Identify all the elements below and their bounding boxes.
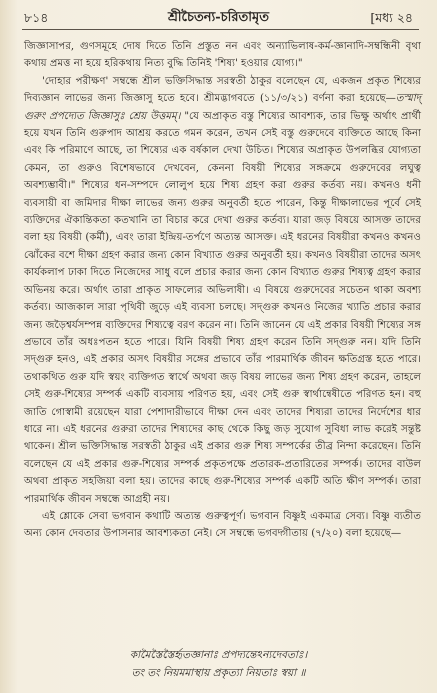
page-number: ৮১৪ [24, 10, 49, 25]
page-body [24, 38, 421, 543]
verse-block [0, 647, 437, 682]
header-rule [22, 29, 419, 30]
paragraph-2-text-a: 'দোহার পরীক্ষণ' সম্বন্ধে শ্রীল ভক্তিসিদ্ধান্ত সরস্বতী ঠাকুর বলেছেন যে, একজন প্রকৃত শিষ্যের দিব্যজ্ঞান লাভের জন্য জিজ্ঞাসু হতে হবে। শ্রীমদ্ভাগবতে (১১/৩/২১) বর্ণনা করা হয়েছে— [24, 75, 421, 105]
scripture-quote: তস্মাদ্ গুরুং প্রপদ্যেত জিজ্ঞাসুঃ শ্রেয় উত্তমম্। [24, 93, 421, 122]
paragraph-3: এই শ্লোকে সেবা ভগবান কথাটি অত্যন্ত গুরুত্বপূর্ণ। ভগবান বিষ্ণুই একমাত্র সেব্য। বিষ্ণু ব্যতীত অন্য কোন দেবতার উপাসনার আবশ্যকতা নেই। সে সম্বন্ধে ভগবদ্গীতায় (৭/২০) বলা হয়েছে— [24, 510, 421, 540]
section-label: [মধ্য ২৪ [370, 10, 413, 25]
verse-line-1: কামৈস্তৈস্তৈর্হৃতজ্ঞানাঃ প্রপদ্যন্তেঽন্যদেবতাঃ। [129, 649, 308, 661]
verse-line-2: তং তং নিয়মমাস্থায় প্রকৃত্যা নিয়তাঃ স্বয়া ॥ [131, 666, 306, 679]
paragraph-1: জিজ্ঞাসাপর, গুণসমূহে দোষ দিতে তিনি প্রস্তুত নন এবং অন্যাভিলাষ-কর্ম-জ্ঞানাদি-সম্বন্ধিনী বৃথা কথায় প্রমত্ত না হয়ে হরিকথায় নিত্য বুদ্ধি তিনিই 'শিষ্য' হওয়ার যোগ্য।" [24, 41, 421, 70]
paragraph-2-text-b: "যে অপ্রাকৃত বস্তু শিষ্যের আবশ্যক, তার ভিক্ষু অর্থাৎ প্রার্থী হয়ে যখন তিনি গুরুপাদ আশ্রয় করতে গমন করেন, তখন সেই বস্তু গুরুদেবে ব্যক্তিতে আছে কিনা এবং কি পরিমাণে আছে, তা শিষ্যের এক বর্ষকাল দেখা উচিত। শিষ্যের অপ্রাকৃত উপলব্ধির যোগ্যতা কেমন, তা গুরুও বিশেষভাবে দেখবেন, কেননা বিষয়ী শিষ্যের সঙ্গক্রমে গুরুদেবের লঘুত্ব অবশ্যম্ভাবী।" শিষ্যের ধন-সম্পদে লোলুপ হয়ে শিষ্য গ্রহণ করা গুরুর কর্তব্য নয়। কখনও ধনী ব্যবসায়ী বা জমিদার দীক্ষা লাভের জন্য গুরুর অনুবর্তী হতে পারেন, কিন্তু দীক্ষালাভের পূর্বে সেই ব্যক্তিদের ঐকান্তিকতা কতখানি তা বিচার করে দেখা গুরুর কর্তব্য। যারা জড় বিষয়ে আসক্ত তাদের বলা হয় বিষয়ী (কর্মী), এবং তারা ইন্দ্রিয়-তর্পণে অত্যন্ত আসক্ত। এই ধরনের বিষয়ীরা কখনও কখনও ঝোঁকের বশে দীক্ষা গ্রহণ করার জন্য কোন বিখ্যাত গুরুর অনুবর্তী হয়। কখনও বিষয়ীরা তাদের অসৎ কার্যকলাপ ঢাকা দিতে নিজেদের সাধু বলে প্রচার করার জন্য কোন বিখ্যাত গুরুর শিষ্যত্ব গ্রহণ করার অভিনয় করে। অর্থাৎ তারা প্রাকৃত সাফল্যের অভিলাষী। এ বিষয়ে গুরুদেবের সচেতন থাকা অবশ্য কর্তব্য। আজকাল সারা পৃথিবী জুড়ে এই ব্যবসা চলছে। সদ্‌গুরু কখনও নিজের খ্যাতি প্রচার করার জন্য জড়ৈশ্বর্যসম্পন্ন ব্যক্তিদের শিষ্যত্বে বরণ করেন না। তিনি জানেন যে এই প্রকার বিষয়ী শিষ্যের সঙ্গ প্রভাবে তাঁর অধঃপতন হতে পারে। যিনি বিষয়ী শিষ্য গ্রহণ করেন তিনি সদ্‌গুরু নন। যদি তিনি সদ্‌গুরু হনও, এই প্রকার অসৎ বিষয়ীর সঙ্গের প্রভাবে তাঁর পারমার্থিক জীবন ক্ষতিগ্রস্ত হতে পারে। তথাকথিত গুরু যদি স্বয়ং ব্যক্তিগত স্বার্থে অথবা জড় বিষয় লাভের জন্য শিষ্য গ্রহণ করেন, তাহলে সেই গুরু-শিষ্যের সম্পর্ক একটি ব্যবসায় পরিণত হয়, এবং সেই গুরু স্বার্থান্বেষীতে পরিণত হন। বহু জাতি গোস্বামী রয়েছেন যারা পেশাদারীভাবে দীক্ষা দেন এবং তাদের শিষ্যরা তাদের নির্দেশের ধার ধারে না। এই ধরনের গুরুরা তাদের শিষ্যদের কাছ থেকে কিছু জড় সুযোগ সুবিধা লাভ করেই সন্তুষ্ট থাকেন। শ্রীল ভক্তিসিদ্ধান্ত সরস্বতী ঠাকুর এই প্রকার গুরু শিষ্য সম্পর্কের তীব্র নিন্দা করেছেন। তিনি বলেছেন যে এই প্রকার গুরু-শিষ্যের সম্পর্ক প্রকৃতপক্ষে প্রতারক-প্রতারিতের সম্পর্ক। তাদের বাউল অথবা প্রাকৃত সহজিয়া বলা হয়। তাদের কাছে গুরু-শিষ্যের সম্পর্ক একটি অতি ক্ষীণ সম্পর্ক। তারা পারমার্থিক জীবন সম্বন্ধে আগ্রহী নয়। [24, 110, 421, 505]
paragraph-2 [24, 73, 421, 508]
page-header [0, 8, 437, 28]
running-title: শ্রীচৈতন্য-চরিতামৃত [167, 10, 270, 25]
